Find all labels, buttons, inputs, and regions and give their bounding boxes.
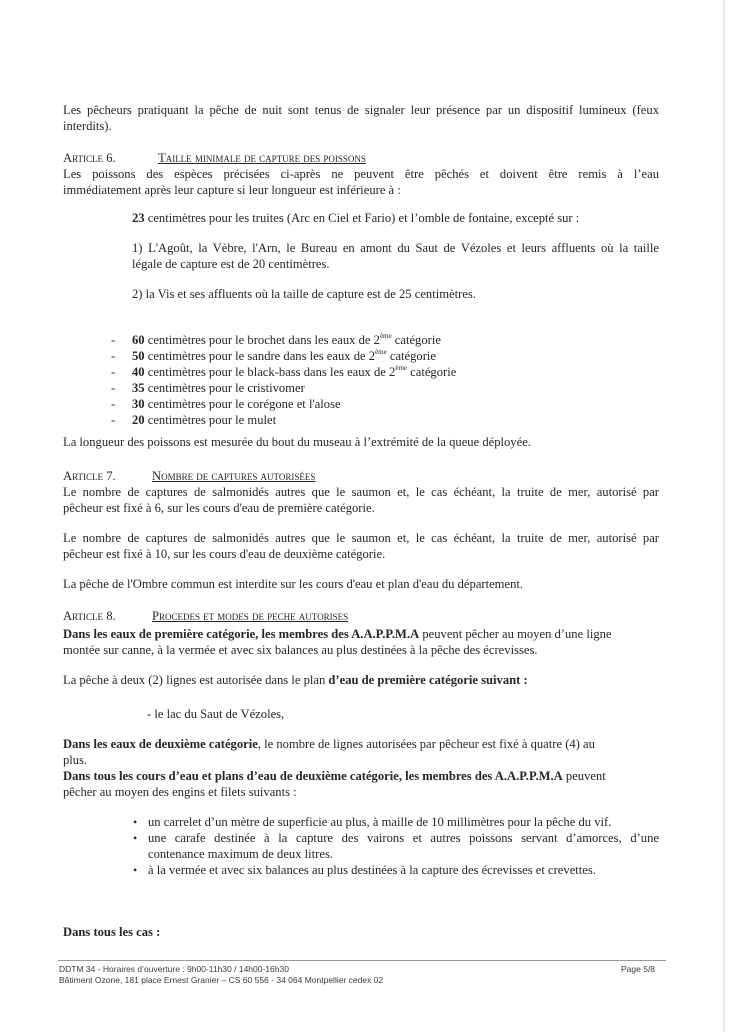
article-8-title: Procedes et modes de peche autorises [152,609,349,623]
article-6-paragraph-line-2: immédiatement après leur capture si leur longueur est inférieure à : [63,183,401,197]
article-6-number: Article 6. [63,151,116,165]
list-dash: - [111,333,116,347]
article-7-p1-line-2: pêcheur est fixé à 6, sur les cours d'eau de première catégorie. [63,501,375,515]
article-7-p1-line-1: Le nombre de captures de salmonidés autres que le saumon et, le cas échéant, la truite de mer, autorisé par [63,485,659,499]
exception-1-line-2: légale de capture est de 20 centimètres. [132,257,330,271]
intro-line-1: Les pêcheurs pratiquant la pêche de nuit sont tenus de signaler leur présence par un dispositif lumineux (feux [63,103,659,117]
footer-address: Bâtiment Ozone, 181 place Ernest Granier – CS 60 556 - 34 064 Montpellier cedex 02 [59,975,384,985]
article-8-p2: La pêche à deux (2) lignes est autorisée dans le plan d’eau de première catégorie suivant : [63,673,528,687]
list-dash: - [111,413,116,427]
exception-2: 2) la Vis et ses affluents où la taille de capture est de 25 centimètres. [132,287,476,301]
trout-rule-text: centimètres pour les truites (Arc en Ciel et Fario) et l’omble de fontaine, excepté sur : [144,211,580,225]
article-8-p4-line-1: Dans tous les cours d’eau et plans d’eau de deuxième catégorie, les membres des A.A.P.P.M.A peuvent [63,769,606,783]
list-dash: - [111,397,116,411]
article-7-p3: La pêche de l'Ombre commun est interdite sur les cours d'eau et plan d'eau du département. [63,577,524,591]
footer-divider [58,960,666,961]
article-8-p1-line-2: montée sur canne, à la vermée et avec six balances au plus destinées à la pêche des écrevisses. [63,643,538,657]
article-7-heading [63,468,316,484]
article-8-p3-line-1: Dans les eaux de deuxième catégorie, le nombre de lignes autorisées par pêcheur est fixé à quatre (4) au [63,737,595,751]
lake-item: - le lac du Saut de Vézoles, [147,707,285,721]
article-8-number: Article 8. [63,609,116,623]
list-dash: - [111,365,116,379]
list-item: à la vermée et avec six balances au plus destinées à la capture des écrevisses et crevettes. [148,863,596,877]
article-7-number: Article 7. [63,469,116,483]
list-item: 20 centimètres pour le mulet [132,413,277,427]
list-item: 35 centimètres pour le cristivomer [132,381,305,395]
bullet-icon: • [133,815,138,829]
article-6-title: Taille minimale de capture des poissons [158,151,366,165]
trout-rule [132,210,579,226]
list-item: une carafe destinée à la capture des vairons et autres poissons servant d’amorces, d’une [148,831,659,845]
article-8-p4-line-2: pêcher au moyen des engins et filets suivants : [63,785,297,799]
article-8-heading [63,608,349,624]
footer-page-number: Page 5/8 [621,964,656,974]
list-item: 60 centimètres pour le brochet dans les eaux de 2ème catégorie [132,332,441,347]
bullet-icon: • [133,863,138,877]
article-7-p2-line-2: pêcheur est fixé à 10, sur les cours d'eau de deuxième catégorie. [63,547,386,561]
list-item-continuation: contenance maximum de deux litres. [148,847,333,861]
list-item: un carrelet d’un mètre de superficie au plus, à maille de 10 millimètres pour la pêche du vif. [148,815,612,829]
all-cases-heading: Dans tous les cas : [63,925,161,939]
bullet-icon: • [133,831,138,845]
list-item: 30 centimètres pour le corégone et l'alose [132,397,341,411]
intro-line-2: interdits). [63,119,112,133]
article-8-p3-line-2: plus. [63,753,88,767]
trout-size: 23 [132,211,145,225]
measure-note: La longueur des poissons est mesurée du bout du museau à l’extrémité de la queue déployée. [63,435,531,449]
list-item: 40 centimètres pour le black-bass dans les eaux de 2ème catégorie [132,364,457,379]
list-dash: - [111,381,116,395]
article-7-p2-line-1: Le nombre de captures de salmonidés autres que le saumon et, le cas échéant, la truite de mer, autorisé par [63,531,659,545]
list-item: 50 centimètres pour le sandre dans les eaux de 2ème catégorie [132,348,437,363]
article-8-p1-line-1: Dans les eaux de première catégorie, les membres des A.A.P.P.M.A peuvent pêcher au moyen d’une ligne [63,627,612,641]
article-6-paragraph-line-1: Les poissons des espèces précisées ci-après ne peuvent être pêchés et doivent être remis à l’eau [63,167,659,181]
article-6-heading [63,150,366,166]
list-dash: - [111,349,116,363]
article-7-title: Nombre de captures autorisées [152,469,316,483]
exception-1-line-1: 1) L'Agoût, la Vèbre, l'Arn, le Bureau en amont du Saut de Vézoles et leurs affluents où la taille [132,241,659,255]
scan-edge [723,0,725,1032]
footer-hours: DDTM 34 - Horaires d’ouverture : 9h00-11h30 / 14h00-16h30 [59,964,289,974]
